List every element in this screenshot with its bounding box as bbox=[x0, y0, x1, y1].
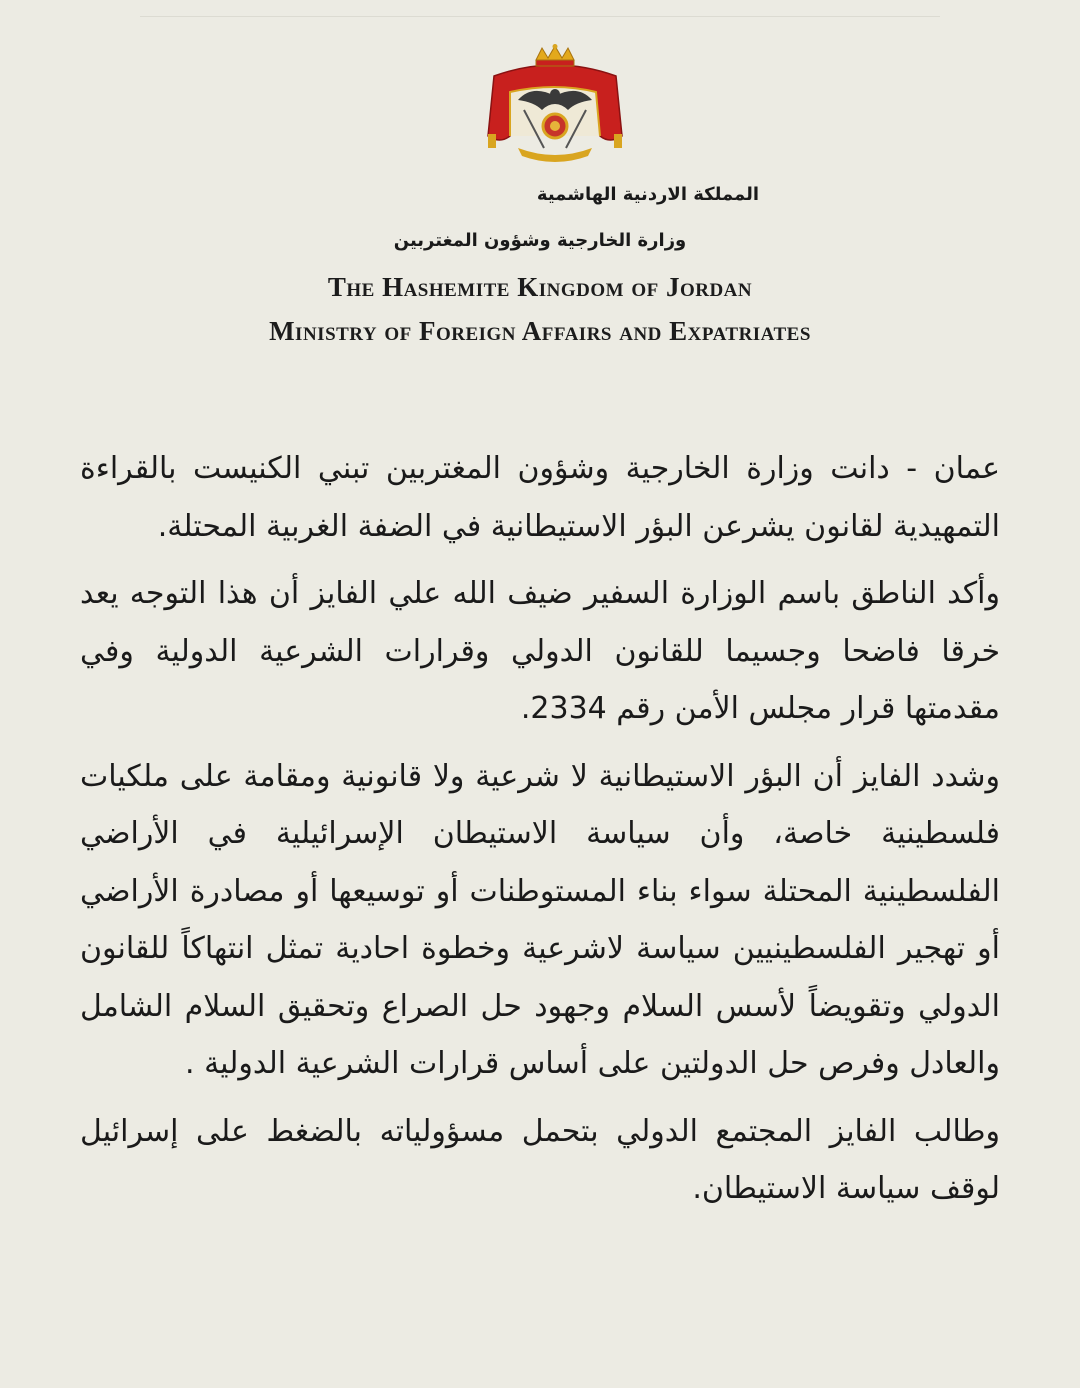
jordan-coat-of-arms-icon bbox=[484, 44, 626, 166]
paragraph-demand: وطالب الفايز المجتمع الدولي بتحمل مسؤولياته بالضغط على إسرائيل لوقف سياسة الاستيطان. bbox=[80, 1113, 1000, 1206]
paragraph-spokesman: وأكد الناطق باسم الوزارة السفير ضيف الله علي الفايز أن هذا التوجه يعد خرقا فاضحا وجسيما للقانون الدولي وقرارات الشرعية الدولية وفي مقدمتها قرار مجلس الأمن رقم 2334. bbox=[80, 576, 1000, 726]
english-ministry-title: Ministry of Foreign Affairs and Expatriates bbox=[269, 316, 811, 346]
paragraph-condemnation: عمان - دانت وزارة الخارجية وشؤون المغتربين تبني الكنيست بالقراءة التمهيدية لقانون يشرعن البؤر الاستيطانية في الضفة الغربية المحتلة. bbox=[80, 451, 1000, 544]
english-kingdom-title: The Hashemite Kingdom of Jordan bbox=[327, 272, 753, 302]
statement-body bbox=[80, 440, 1000, 1228]
paragraph-illegitimacy: وشدد الفايز أن البؤر الاستيطانية لا شرعية ولا قانونية ومقامة على ملكيات فلسطينية خاصة، وأن سياسة الاستيطان الإسرائيلية في الأراضي الفلسطينية المحتلة سواء بناء المستوطنات أو توسيعها أو مصادرة الأراضي أو تهجير الفلسطينيين سياسة لاشرعية وخطوة احادية تمثل انتهاكاً للقانون الدولي وتقويضاً لأسس السلام وجهود حل الصراع وتحقيق السلام الشامل والعادل وفرص حل الدولتين على أساس قرارات الشرعية الدولية . bbox=[80, 758, 1000, 1081]
arabic-kingdom-title: المملكة الاردنية الهاشمية bbox=[536, 184, 760, 205]
arabic-ministry-title: وزارة الخارجية وشؤون المغتربين bbox=[393, 230, 687, 251]
top-divider bbox=[140, 16, 940, 17]
